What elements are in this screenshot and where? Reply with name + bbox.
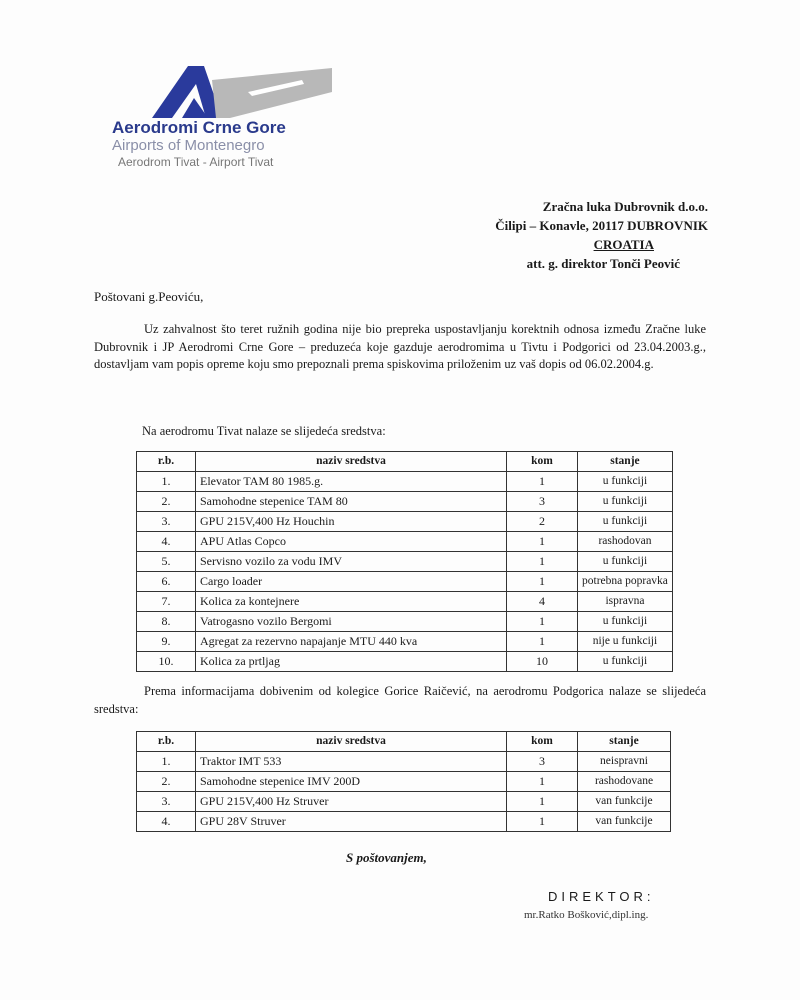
tivat-intro: Na aerodromu Tivat nalaze se slijedeća sredstva:	[142, 424, 386, 438]
logo-subtitle: Airports of Montenegro	[112, 137, 265, 154]
cell-name: Samohodne stepenice TAM 80	[196, 492, 507, 512]
table-row	[137, 632, 673, 652]
header-name: naziv sredstva	[196, 452, 507, 472]
cell-rb: 9.	[137, 632, 196, 652]
cell-kom: 10	[507, 652, 578, 672]
cell-rb: 4.	[137, 532, 196, 552]
table-row	[137, 592, 673, 612]
signature-title: DIREKTOR:	[548, 889, 655, 904]
cell-stanje: ispravna	[578, 592, 673, 612]
table-row	[137, 612, 673, 632]
cell-name: Samohodne stepenice IMV 200D	[196, 772, 507, 792]
table-row	[137, 772, 671, 792]
header-rb: r.b.	[137, 732, 196, 752]
table-row	[137, 532, 673, 552]
cell-name: Elevator TAM 80 1985.g.	[196, 472, 507, 492]
logo-airport: Aerodrom Tivat - Airport Tivat	[118, 155, 274, 169]
cell-rb: 2.	[137, 492, 196, 512]
cell-name: GPU 215V,400 Hz Struver	[196, 792, 507, 812]
header-name: naziv sredstva	[196, 732, 507, 752]
cell-name: Vatrogasno vozilo Bergomi	[196, 612, 507, 632]
cell-rb: 3.	[137, 792, 196, 812]
address-country: CROATIA	[593, 237, 654, 252]
cell-kom: 1	[507, 812, 578, 832]
closing: S poštovanjem,	[346, 850, 427, 865]
cell-name: Servisno vozilo za vodu IMV	[196, 552, 507, 572]
cell-kom: 1	[507, 472, 578, 492]
address-company: Zračna luka Dubrovnik d.o.o.	[542, 199, 708, 214]
cell-stanje: neispravni	[578, 752, 671, 772]
table-row	[137, 512, 673, 532]
header-rb: r.b.	[137, 452, 196, 472]
table-row	[137, 492, 673, 512]
cell-kom: 1	[507, 572, 578, 592]
cell-kom: 1	[507, 772, 578, 792]
cell-rb: 7.	[137, 592, 196, 612]
cell-rb: 8.	[137, 612, 196, 632]
table-header-row	[137, 452, 673, 472]
header-kom: kom	[507, 732, 578, 752]
cell-rb: 1.	[137, 752, 196, 772]
company-logo	[112, 62, 342, 172]
cell-rb: 5.	[137, 552, 196, 572]
header-stanje: stanje	[578, 732, 671, 752]
cell-stanje: potrebna popravka	[578, 572, 673, 592]
table-row	[137, 552, 673, 572]
cell-rb: 3.	[137, 512, 196, 532]
cell-name: Agregat za rezervno napajanje MTU 440 kva	[196, 632, 507, 652]
cell-stanje: rashodovan	[578, 532, 673, 552]
cell-stanje: u funkciji	[578, 472, 673, 492]
cell-name: Kolica za kontejnere	[196, 592, 507, 612]
cell-rb: 2.	[137, 772, 196, 792]
cell-rb: 1.	[137, 472, 196, 492]
recipient-address	[495, 197, 708, 273]
cell-name: GPU 215V,400 Hz Houchin	[196, 512, 507, 532]
podgorica-intro: Prema informacijama dobivenim od kolegice Gorice Raičević, na aerodromu Podgorica nalaze se slijedeća sredstva:	[94, 684, 706, 716]
cell-stanje: u funkciji	[578, 552, 673, 572]
cell-stanje: u funkciji	[578, 492, 673, 512]
cell-name: GPU 28V Struver	[196, 812, 507, 832]
table-row	[137, 652, 673, 672]
cell-rb: 6.	[137, 572, 196, 592]
table-row	[137, 792, 671, 812]
table-row	[137, 752, 671, 772]
table-row	[137, 812, 671, 832]
table-row	[137, 472, 673, 492]
cell-kom: 1	[507, 532, 578, 552]
cell-kom: 1	[507, 552, 578, 572]
cell-name: Traktor IMT 533	[196, 752, 507, 772]
address-street: Čilipi – Konavle, 20117 DUBROVNIK	[495, 218, 708, 233]
cell-name: Kolica za prtljag	[196, 652, 507, 672]
cell-kom: 1	[507, 612, 578, 632]
cell-kom: 1	[507, 632, 578, 652]
cell-kom: 3	[507, 752, 578, 772]
intro-paragraph: Uz zahvalnost što teret ružnih godina nije bio prepreka uspostavljanju korektnih odnosa između Zračne luke Dubrovnik i JP Aerodromi Crne Gore – preduzeća koje gazduje aerodromima u Tivtu i Podgorici od 23.04.2003.g., dostavljam vam popis opreme koju smo prepoznali prema spiskovima priloženim uz vaš dopis od 06.02.2004.g.	[94, 322, 706, 371]
header-stanje: stanje	[578, 452, 673, 472]
header-kom: kom	[507, 452, 578, 472]
cell-kom: 2	[507, 512, 578, 532]
podgorica-equipment-table	[136, 731, 671, 832]
cell-stanje: u funkciji	[578, 612, 673, 632]
address-attention: att. g. direktor Tonči Peović	[526, 256, 680, 271]
cell-name: APU Atlas Copco	[196, 532, 507, 552]
signature-name: mr.Ratko Bošković,dipl.ing.	[524, 909, 649, 921]
cell-stanje: nije u funkciji	[578, 632, 673, 652]
runway-logo-icon	[152, 62, 332, 120]
cell-stanje: u funkciji	[578, 652, 673, 672]
cell-stanje: van funkcije	[578, 792, 671, 812]
cell-kom: 3	[507, 492, 578, 512]
table-row	[137, 572, 673, 592]
cell-rb: 4.	[137, 812, 196, 832]
tivat-equipment-table	[136, 451, 673, 672]
table-header-row	[137, 732, 671, 752]
cell-kom: 4	[507, 592, 578, 612]
salutation: Poštovani g.Peoviću,	[94, 289, 204, 304]
cell-stanje: rashodovane	[578, 772, 671, 792]
logo-title: Aerodromi Crne Gore	[112, 118, 286, 137]
cell-stanje: van funkcije	[578, 812, 671, 832]
cell-kom: 1	[507, 792, 578, 812]
cell-stanje: u funkciji	[578, 512, 673, 532]
cell-name: Cargo loader	[196, 572, 507, 592]
cell-rb: 10.	[137, 652, 196, 672]
